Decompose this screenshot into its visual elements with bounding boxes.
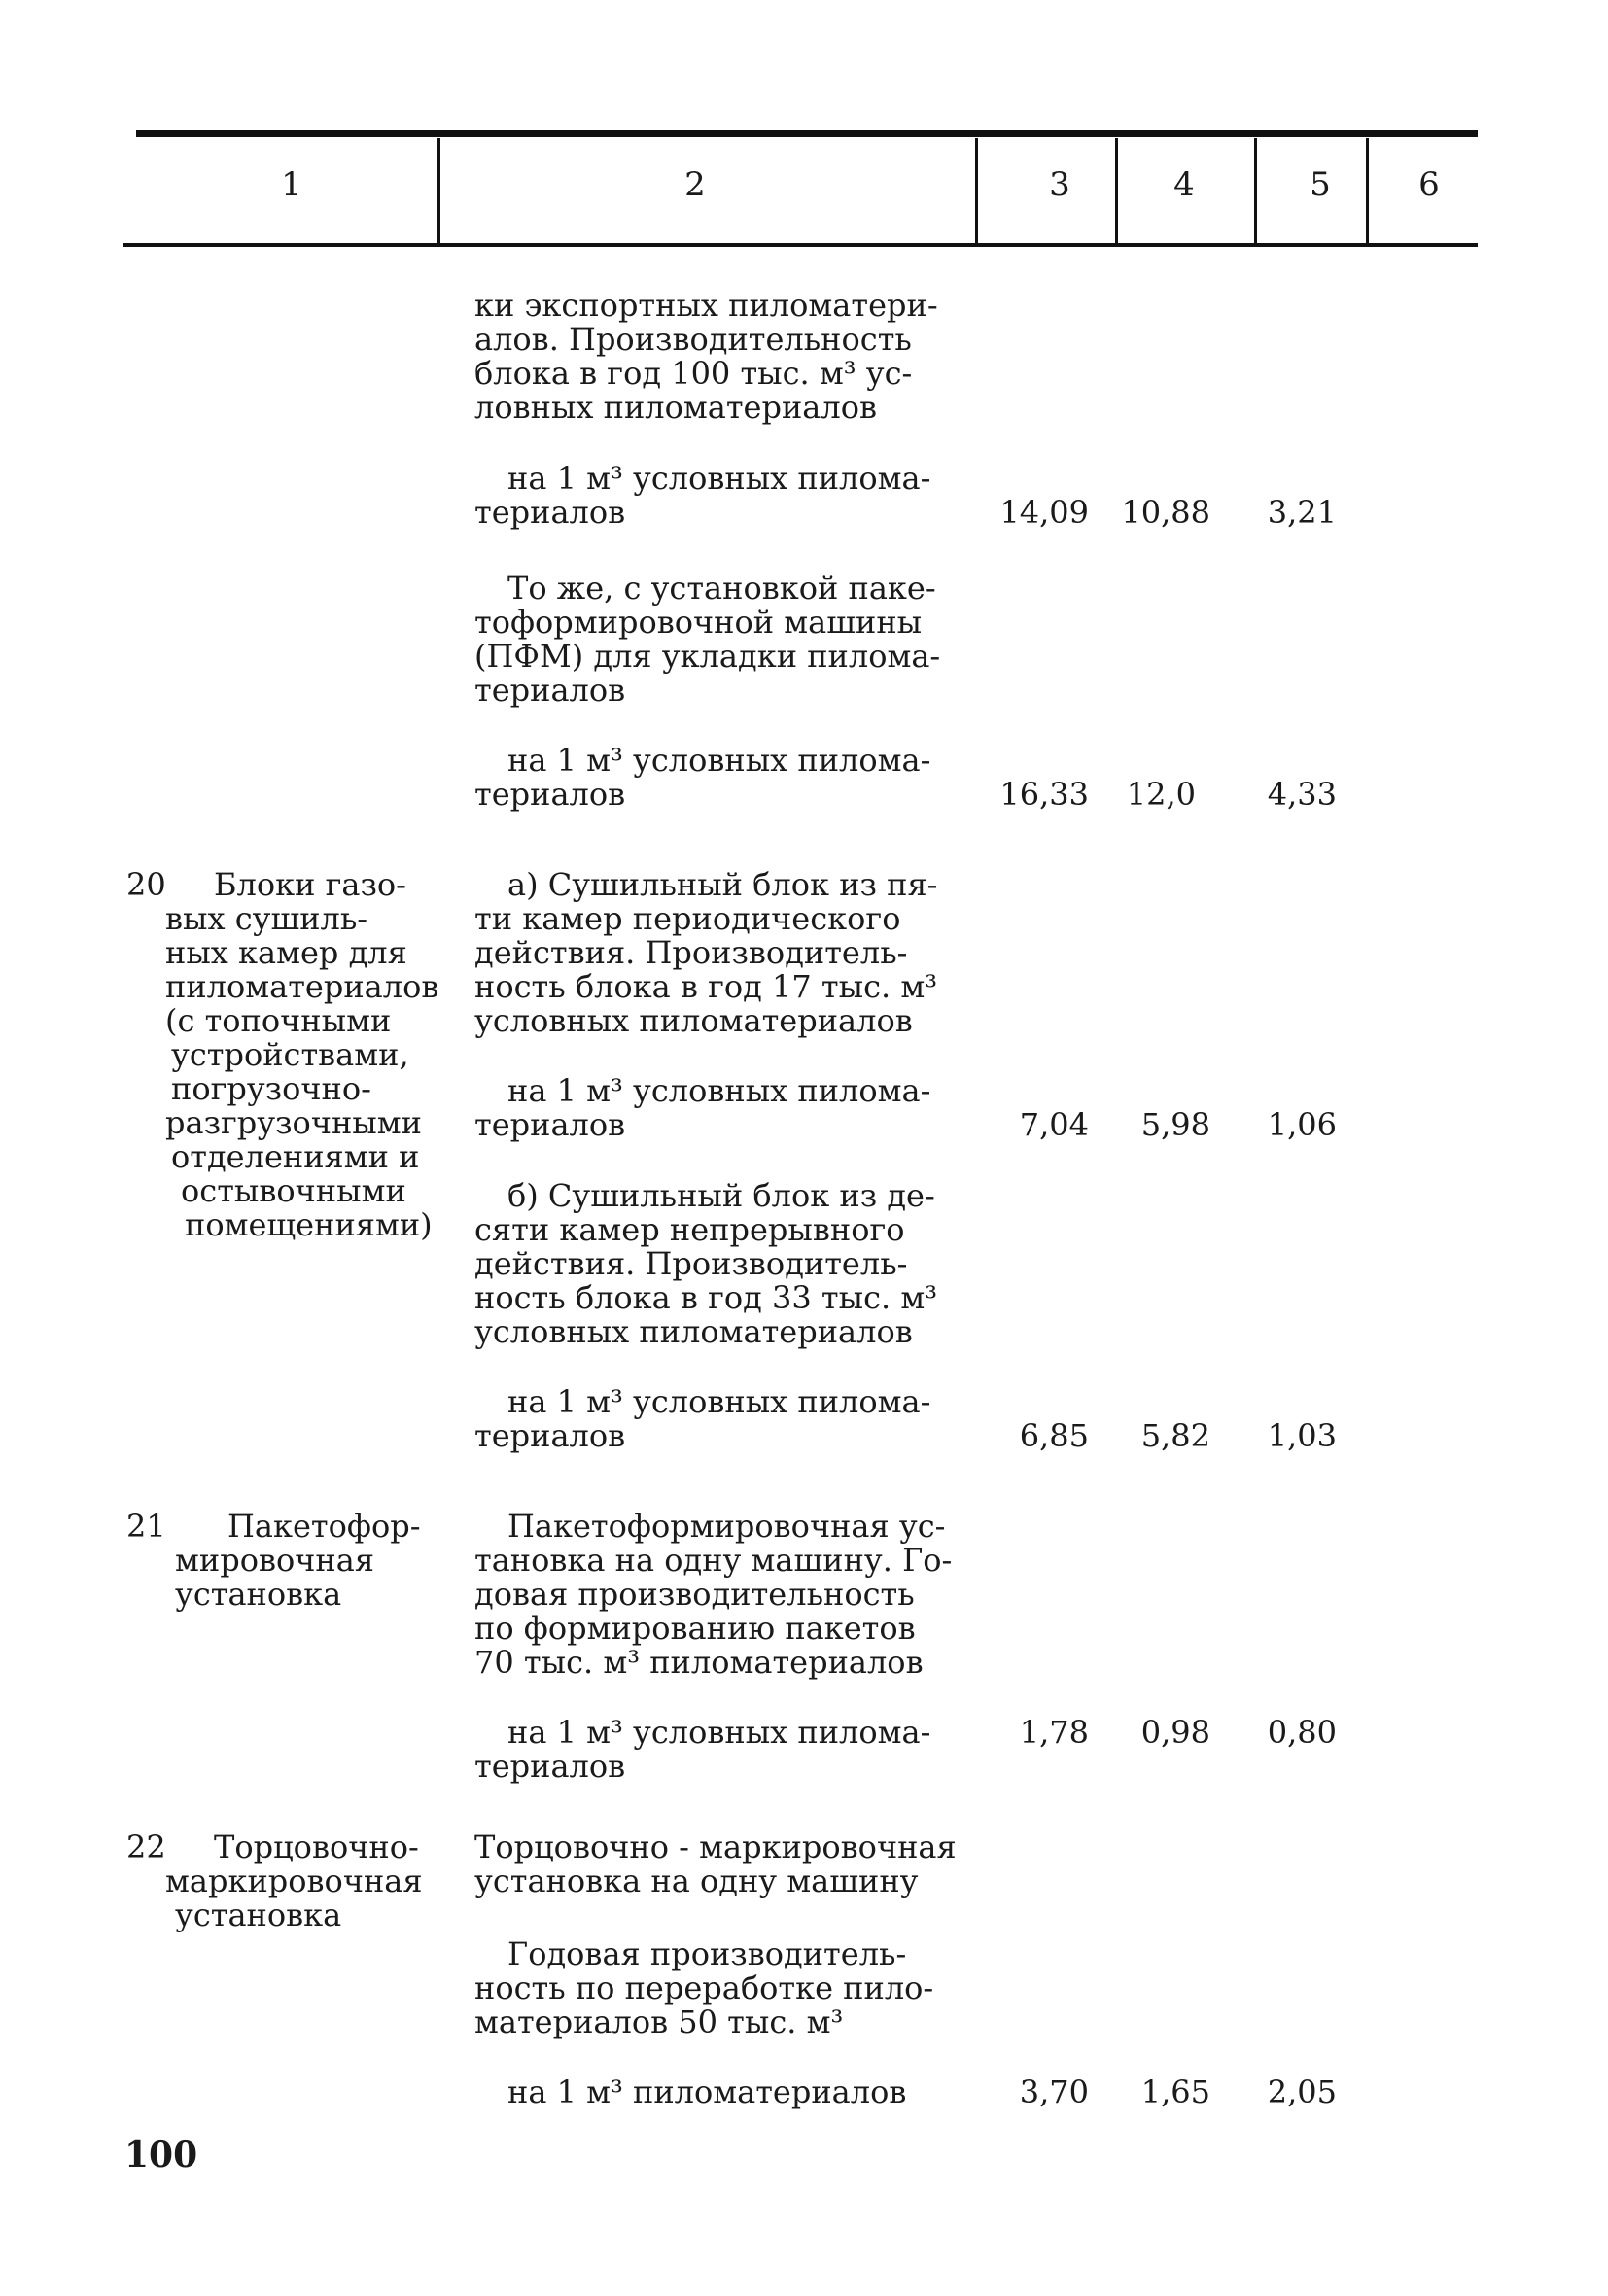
- table-header-rule: [123, 243, 1478, 247]
- item-name-line: разгрузочными: [165, 1104, 422, 1141]
- row-number: 20: [126, 866, 166, 903]
- description-line: а) Сушильный блок из пя-: [507, 866, 938, 903]
- description-line: довая производительность: [474, 1576, 915, 1613]
- description-line: условных пиломатериалов: [474, 1313, 913, 1350]
- value-col4: 5,82: [1140, 1417, 1210, 1454]
- row-number: 21: [126, 1508, 166, 1545]
- description-line: ность по переработке пило-: [474, 1969, 934, 2006]
- column-header: 6: [1418, 165, 1440, 204]
- value-col5: 2,05: [1267, 2073, 1337, 2110]
- column-header: 5: [1310, 165, 1331, 204]
- value-col4: 12,0: [1126, 776, 1196, 813]
- description-line: ловных пиломатериалов: [474, 389, 877, 426]
- description-line: на 1 м³ пиломатериалов: [507, 2073, 907, 2110]
- item-name-line: Торцовочно-: [214, 1828, 419, 1865]
- header-divider: [1366, 138, 1369, 243]
- item-name-line: маркировочная: [165, 1862, 423, 1899]
- item-name-line: помещениями): [185, 1206, 433, 1243]
- description-line: б) Сушильный блок из де-: [507, 1177, 935, 1214]
- header-divider: [437, 138, 440, 243]
- value-col3: 7,04: [1019, 1106, 1089, 1143]
- description-line: То же, с установкой паке-: [507, 570, 936, 607]
- description-line: териалов: [474, 776, 626, 813]
- item-name-line: отделениями и: [171, 1138, 420, 1175]
- description-line: 70 тыс. м³ пиломатериалов: [474, 1644, 924, 1681]
- description-line: териалов: [474, 1106, 626, 1143]
- item-name-line: устройствами,: [171, 1036, 409, 1073]
- item-name-line: остывочными: [181, 1172, 406, 1209]
- page-number: 100: [124, 2135, 198, 2175]
- value-col5: 1,03: [1267, 1417, 1337, 1454]
- item-name-line: (с топочными: [165, 1002, 392, 1039]
- description-line: (ПФМ) для укладки пилома-: [474, 638, 941, 675]
- description-line: ность блока в год 17 тыс. м³: [474, 968, 938, 1005]
- description-line: ность блока в год 33 тыс. м³: [474, 1279, 938, 1316]
- value-col4: 1,65: [1140, 2073, 1210, 2110]
- header-divider: [975, 138, 978, 243]
- value-col3: 6,85: [1019, 1417, 1089, 1454]
- description-line: сяти камер непрерывного: [474, 1211, 905, 1248]
- value-col5: 3,21: [1267, 494, 1337, 531]
- description-line: на 1 м³ условных пилома-: [507, 1072, 931, 1109]
- description-line: териалов: [474, 1748, 626, 1785]
- description-line: териалов: [474, 494, 626, 531]
- value-col5: 4,33: [1267, 776, 1337, 813]
- description-line: тановка на одну машину. Го-: [474, 1542, 953, 1579]
- value-col3: 16,33: [999, 776, 1089, 813]
- value-col3: 3,70: [1019, 2073, 1089, 2110]
- value-col4: 10,88: [1121, 494, 1210, 531]
- description-line: на 1 м³ условных пилома-: [507, 1714, 931, 1751]
- description-line: действия. Производитель-: [474, 1245, 908, 1282]
- column-header: 4: [1173, 165, 1195, 204]
- item-name-line: Пакетофор-: [227, 1508, 421, 1545]
- description-line: по формированию пакетов: [474, 1610, 916, 1647]
- description-line: териалов: [474, 672, 626, 709]
- description-line: ти камер периодического: [474, 900, 901, 937]
- column-header: 2: [684, 165, 706, 204]
- description-line: на 1 м³ условных пилома-: [507, 1383, 931, 1420]
- description-line: установка на одну машину: [474, 1862, 919, 1899]
- value-col3: 1,78: [1019, 1714, 1089, 1751]
- table-top-rule: [136, 130, 1478, 137]
- value-col5: 1,06: [1267, 1106, 1337, 1143]
- description-line: тоформировочной машины: [474, 604, 923, 641]
- header-divider: [1254, 138, 1257, 243]
- value-col4: 0,98: [1140, 1714, 1210, 1751]
- item-name-line: Блоки газо-: [214, 866, 406, 903]
- column-header: 1: [281, 165, 302, 204]
- description-line: Торцовочно - маркировочная: [474, 1828, 957, 1865]
- description-line: ки экспортных пиломатери-: [474, 287, 938, 324]
- description-line: Пакетоформировочная ус-: [507, 1508, 946, 1545]
- item-name-line: вых сушиль-: [165, 900, 368, 937]
- column-header: 3: [1049, 165, 1070, 204]
- value-col5: 0,80: [1267, 1714, 1337, 1751]
- item-name-line: мировочная: [175, 1542, 374, 1579]
- item-name-line: установка: [175, 1576, 342, 1613]
- item-name-line: пиломатериалов: [165, 968, 439, 1005]
- item-name-line: ных камер для: [165, 934, 407, 971]
- header-divider: [1115, 138, 1118, 243]
- value-col4: 5,98: [1140, 1106, 1210, 1143]
- description-line: действия. Производитель-: [474, 934, 908, 971]
- description-line: условных пиломатериалов: [474, 1002, 913, 1039]
- row-number: 22: [126, 1828, 166, 1865]
- description-line: материалов 50 тыс. м³: [474, 2003, 844, 2040]
- description-line: блока в год 100 тыс. м³ ус-: [474, 355, 913, 392]
- item-name-line: установка: [175, 1896, 342, 1933]
- value-col3: 14,09: [999, 494, 1089, 531]
- description-line: териалов: [474, 1417, 626, 1454]
- item-name-line: погрузочно-: [171, 1070, 371, 1107]
- description-line: Годовая производитель-: [507, 1935, 907, 1972]
- description-line: алов. Производительность: [474, 321, 912, 358]
- description-line: на 1 м³ условных пилома-: [507, 460, 931, 497]
- description-line: на 1 м³ условных пилома-: [507, 742, 931, 779]
